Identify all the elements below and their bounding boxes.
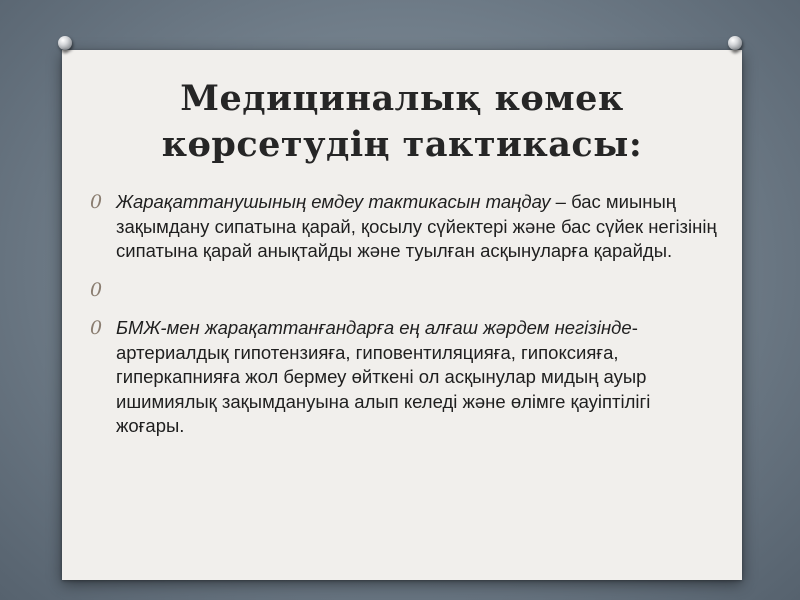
bullet-marker-icon: 0 bbox=[90, 191, 103, 213]
pushpin-right-icon bbox=[728, 36, 742, 50]
bullet-marker-icon: 0 bbox=[90, 317, 103, 339]
slide-title-line-1: Медициналық көмек bbox=[180, 78, 624, 119]
slide-title bbox=[62, 76, 742, 168]
slide-content bbox=[88, 190, 718, 439]
bullet-italic-text: БМЖ-мен жарақаттанғандарға ең алғаш жәрдем негізінде bbox=[116, 317, 632, 338]
pushpin-left-icon bbox=[58, 36, 72, 50]
bullet-item bbox=[88, 190, 718, 264]
bullet-item-empty bbox=[88, 278, 718, 303]
bullet-item bbox=[88, 316, 718, 439]
bullet-text: – бас миының зақымдану сипатына қарай, қосылу сүйектері және бас сүйек негізінің сипатына қарай анықтайды және туылған асқынуларға қарайды. bbox=[116, 191, 717, 261]
slide-title-line-2: көрсетудің тактикасы: bbox=[161, 124, 643, 165]
bullet-text: - артериалдық гипотензияға, гиповентиляцияға, гипоксияға, гиперкапнияға жол бермеу өйткені ол асқынулар мидың ауыр ишимиялық зақымдануына алып келеді және өлімге қауіптілігі жоғары. bbox=[116, 317, 651, 436]
bullet-marker-icon: 0 bbox=[90, 278, 103, 301]
bullet-italic-text: Жарақаттанушының емдеу тактикасын таңдау bbox=[116, 191, 551, 212]
